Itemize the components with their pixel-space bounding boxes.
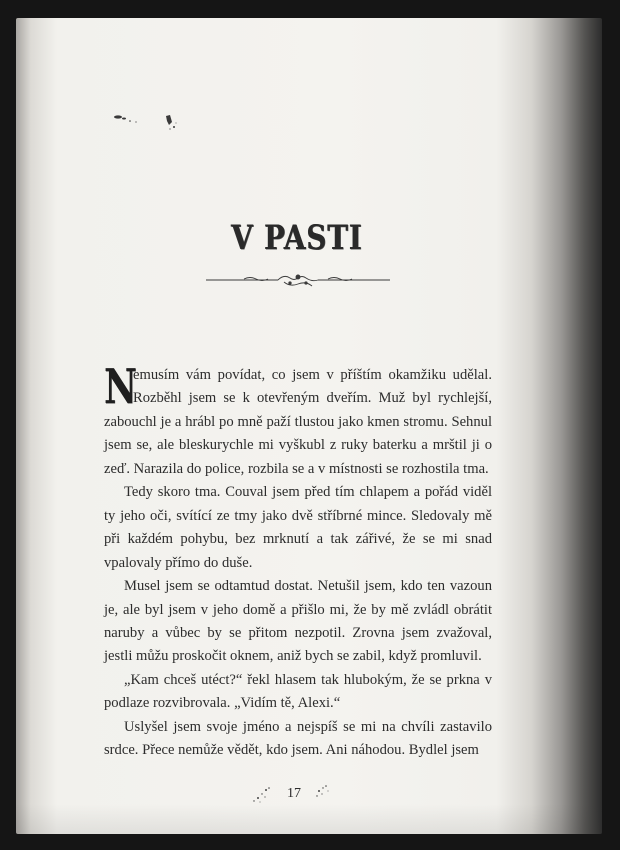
- drop-cap: N: [104, 359, 137, 415]
- chapter-title: V PASTI: [231, 218, 363, 258]
- paragraph-1-text: emusím vám povídat, co jsem v příštím okamžiku udělal. Rozběhl jsem se k otevřeným dveřím. Muž byl rychlejší, zabouchl je a hrábl po mně paží tlustou jako kmen stromu. Sehnul jsem se, ale bleskurychle mi vyškubl z ruky baterku a mrštil ji o zeď. Narazila do police, rozbila se a v místnosti se rozhostila tma.: [104, 367, 492, 477]
- paragraph-2: Tedy skoro tma. Couval jsem před tím chlapem a pořád viděl ty jeho oči, svítící ze tmy jako dvě stříbrné mince. Sledovaly mě při každém pohybu, bez mrknutí a tak zářivé, že se mi snad vpalovaly přímo do duše.: [104, 484, 492, 571]
- book-page: [16, 18, 602, 834]
- paragraph-4: „Kam chceš utéct?“ řekl hlasem tak hlubokým, že se prkna v podlaze rozvibrovala. „Vidím tě, Alexi.“: [104, 671, 492, 712]
- paragraph-3: Musel jsem se odtamtud dostat. Netušil jsem, kdo ten vazoun je, ale byl jsem v jeho domě a přišlo mi, že by mě zvládl obrátit naruby a vůbec by se přitom nezpotil. Zrovna jsem zvažoval, jestli můžu proskočit oknem, aniž bych se zabil, když promluvil.: [104, 578, 492, 665]
- paragraph-1: [104, 359, 492, 481]
- page-bottom-shadow: [16, 804, 602, 834]
- page-number: 17: [287, 786, 301, 801]
- paragraph-5: Uslyšel jsem svoje jméno a nejspíš se mi na chvíli zastavilo srdce. Přece nemůže vědět, kdo jsem. Ani náhodou. Bydlel jsem: [104, 718, 492, 759]
- chapter-body-text: [104, 359, 492, 763]
- title-ornament-divider: [204, 272, 392, 288]
- ink-specks-decoration: [112, 112, 192, 142]
